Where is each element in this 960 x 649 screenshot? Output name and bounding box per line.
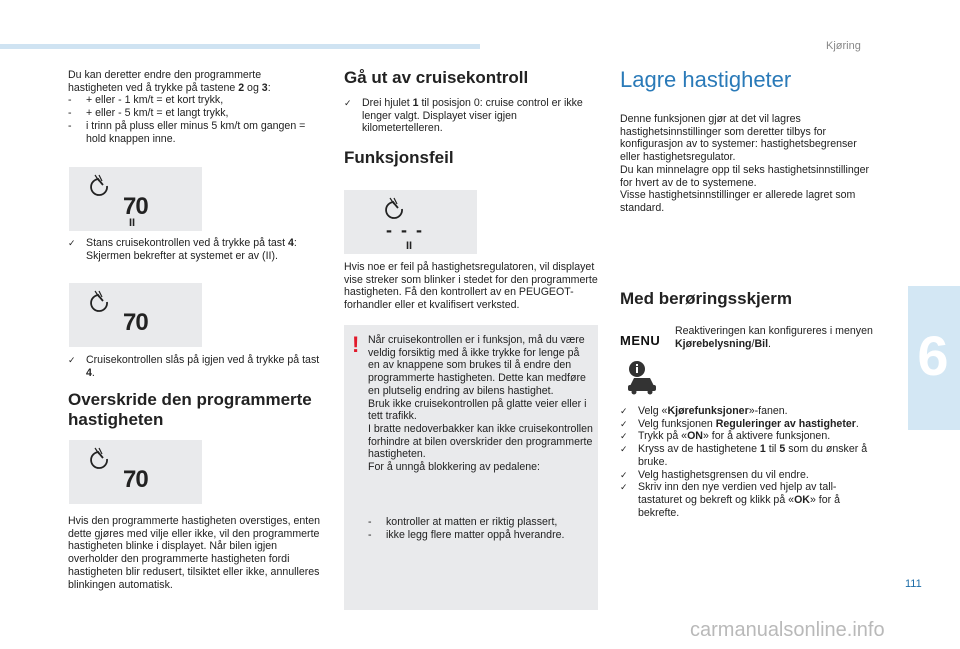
menu-bold: Kjørebelysning: [675, 337, 752, 350]
heading-fault: Funksjonsfeil: [344, 148, 454, 167]
warning-dashes: [368, 516, 594, 541]
display-speed-value: 70: [123, 466, 148, 493]
dash-text: ikke legg flere matter oppå hverandre.: [386, 528, 565, 541]
bullet-text: til posisjon 0: cruise control er ikke lenger valgt. Displayet viser igjen kilometertelleren.: [362, 97, 583, 135]
bullet-resume: [68, 354, 323, 379]
dash-item: - + eller - 5 km/t = et langt trykk,: [68, 107, 229, 120]
menu-text: Reaktiveringen kan konfigureres i menyen: [675, 325, 873, 337]
step-text: Skriv inn den nye verdien ved hjelp av tall-tastaturet og bekreft og klikk på «: [638, 481, 837, 506]
pause-icon: II: [406, 240, 413, 252]
step-bold: OK: [794, 493, 810, 506]
pause-icon: II: [129, 217, 136, 229]
menu-key-icon: MENU: [620, 333, 661, 348]
intro-colon: :: [267, 81, 271, 94]
display-speed-value: 70: [123, 309, 148, 336]
dash-item: - kontroller at matten er riktig plassert,: [368, 516, 558, 528]
dash-item: - i trinn på pluss eller minus 5 km/t om gangen = hold knappen inne.: [68, 119, 306, 145]
dash-text: kontroller at matten er riktig plassert,: [386, 516, 558, 528]
key-3: 3: [261, 81, 268, 94]
intro-line-1: Du kan deretter endre den programmerte: [68, 69, 262, 81]
heading-override: Overskride den programmerte hastigheten: [68, 390, 312, 429]
heading-exit: Gå ut av cruisekontroll: [344, 68, 529, 87]
key-1: 1: [412, 97, 419, 109]
cruise-display-override: [69, 440, 202, 504]
car-info-icon: [624, 360, 660, 396]
display-speed-value: 70: [123, 193, 148, 220]
override-paragraph: Hvis den programmerte hastigheten overstiges, enten dette gjøres med vilje eller ikke, vil den programmerte hastigheten blinke i displayet. Når bilen igjen overholder den programmerte hastigheten fordi hastigheten blir redusert, tilsiktet eller ikke, annulleres blinkingen automatisk.: [68, 515, 321, 591]
step-text: som du ønsker å bruke.: [638, 443, 868, 468]
bullet-text: : Skjermen bekrefter at systemet er av (II).: [86, 237, 297, 262]
step-item: ✓ Velg hastighetsgrensen du vil endre.: [620, 468, 809, 481]
bullet-text: .: [91, 366, 95, 379]
top-accent-bar: [0, 44, 480, 49]
step-bold: ON: [687, 430, 703, 443]
footer-watermark: carmanualsonline.info: [690, 619, 885, 641]
step-item: ✓ Trykk på «ON» for å aktivere funksjonen.: [620, 430, 831, 443]
step-bold: 5: [779, 443, 786, 456]
cruise-display-paused: [69, 167, 202, 231]
step-text: til: [765, 443, 780, 456]
step-text: »-fanen.: [748, 405, 788, 417]
intro-og: og: [244, 81, 262, 94]
dash-text: + eller - 5 km/t = et langt trykk,: [86, 107, 229, 120]
menu-paragraph: [675, 325, 875, 350]
step-text: Kryss av de hastighetene: [638, 443, 760, 456]
bullet-item: ✓ Drei hjulet 1 til posisjon 0: cruise control er ikke lenger valgt. Displayet viser igjen kilometertelleren.: [344, 97, 583, 135]
heading-touch: Med berøringsskjerm: [620, 289, 792, 308]
warning-text: Når cruisekontrollen er i funksjon, må du være veldig forsiktig med å ikke trykke for lenge på en av knappene som brukes til å endre den programmerte hastigheten. Dette kan medføre en plutselig endring av bilens hastighet. Bruk ikke cruisekontrollen på glatte veier eller i tett trafikk. I bratte nedoverbakker kan ikke cruisekontrollen forhindre at bilen overskrider den programmerte hastigheten. For å unngå blokkering av pedalene:: [368, 334, 593, 474]
step-text: Velg hastighetsgrensen du vil endre.: [638, 468, 809, 481]
section-name: Kjøring: [826, 40, 861, 52]
cruise-display-active: [69, 283, 202, 347]
key-4: 4: [287, 237, 294, 249]
key-4: 4: [86, 366, 92, 379]
step-text: » for å aktivere funksjonen.: [702, 430, 831, 443]
step-bold: 1: [759, 443, 766, 456]
bullet-item: ✓ Stans cruisekontrollen ved å trykke på tast 4: Skjermen bekrefter at systemet er av (II).: [68, 237, 297, 262]
bullet-item: ✓ Cruisekontrollen slås på igjen ved å trykke på tast 4.: [68, 354, 320, 379]
bullet-text: Stans cruisekontrollen ved å trykke på tast: [86, 237, 288, 249]
steps-list: [620, 405, 870, 519]
bullet-exit: [344, 97, 594, 135]
menu-slash: /: [751, 337, 755, 350]
fault-paragraph: Hvis noe er feil på hastighetsregulatoren, vil displayet vise streker som blinker i stedet for den programmerte hastigheten. Få den kontrollert av en PEUGEOT-forhandler eller et kvalifisert verksted.: [344, 261, 598, 312]
dash-item: - ikke legg flere matter oppå hverandre.: [368, 528, 565, 541]
step-item: ✓ Velg funksjonen Reguleringer av hastigheter.: [620, 417, 859, 430]
save-paragraph: Denne funksjonen gjør at det vil lagres hastighetsinnstillinger som deretter tilbys for konfigurasjon av to systemer: hastighetsbegrenser eller hastighetsregulator. Du kan minnelagre opp til seks hastighetsinnstillinger for hvert av de to systemene. Visse hastighetsinnstillinger er allerede lagret som standard.: [620, 113, 870, 214]
bullet-text: Drei hjulet: [362, 97, 413, 109]
step-text: .: [855, 417, 859, 430]
step-text: Velg funksjonen: [638, 417, 716, 430]
dash-item: - + eller - 1 km/t = et kort trykk,: [68, 94, 224, 107]
step-text: Trykk på «: [638, 430, 688, 443]
warning-icon: !: [352, 332, 360, 357]
menu-bold: Bil: [754, 337, 769, 350]
chapter-number: 6: [917, 324, 949, 387]
intro-line-2: hastigheten ved å trykke på tastene: [68, 81, 239, 94]
step-text: Velg «: [638, 405, 668, 417]
step-item: ✓ Velg «Kjørefunksjoner»-fanen.: [620, 405, 788, 417]
step-bold: Reguleringer av hastigheter: [715, 417, 856, 430]
menu-end: .: [768, 337, 771, 350]
dash-text: + eller - 1 km/t = et kort trykk,: [86, 94, 224, 107]
step-text: » for å bekrefte.: [638, 493, 840, 519]
dash-text: i trinn på pluss eller minus 5 km/t om gangen = hold knappen inne.: [86, 119, 306, 145]
display-dashes: - - -: [386, 220, 424, 240]
page-number: 111: [905, 578, 922, 590]
bullet-stop: [68, 237, 323, 262]
intro-paragraph: [68, 69, 318, 145]
step-item: ✓ Kryss av de hastighetene 1 til 5 som du ønsker å bruke.: [620, 443, 868, 468]
cruise-display-fault: [344, 190, 477, 254]
step-item: ✓ Skriv inn den nye verdien ved hjelp av tall-tastaturet og bekreft og klikk på «OK» for å bekrefte.: [620, 481, 840, 519]
heading-save: Lagre hastigheter: [620, 67, 792, 92]
key-2: 2: [238, 81, 245, 94]
bullet-text: Cruisekontrollen slås på igjen ved å trykke på tast: [86, 354, 320, 366]
step-bold: Kjørefunksjoner: [667, 405, 749, 417]
